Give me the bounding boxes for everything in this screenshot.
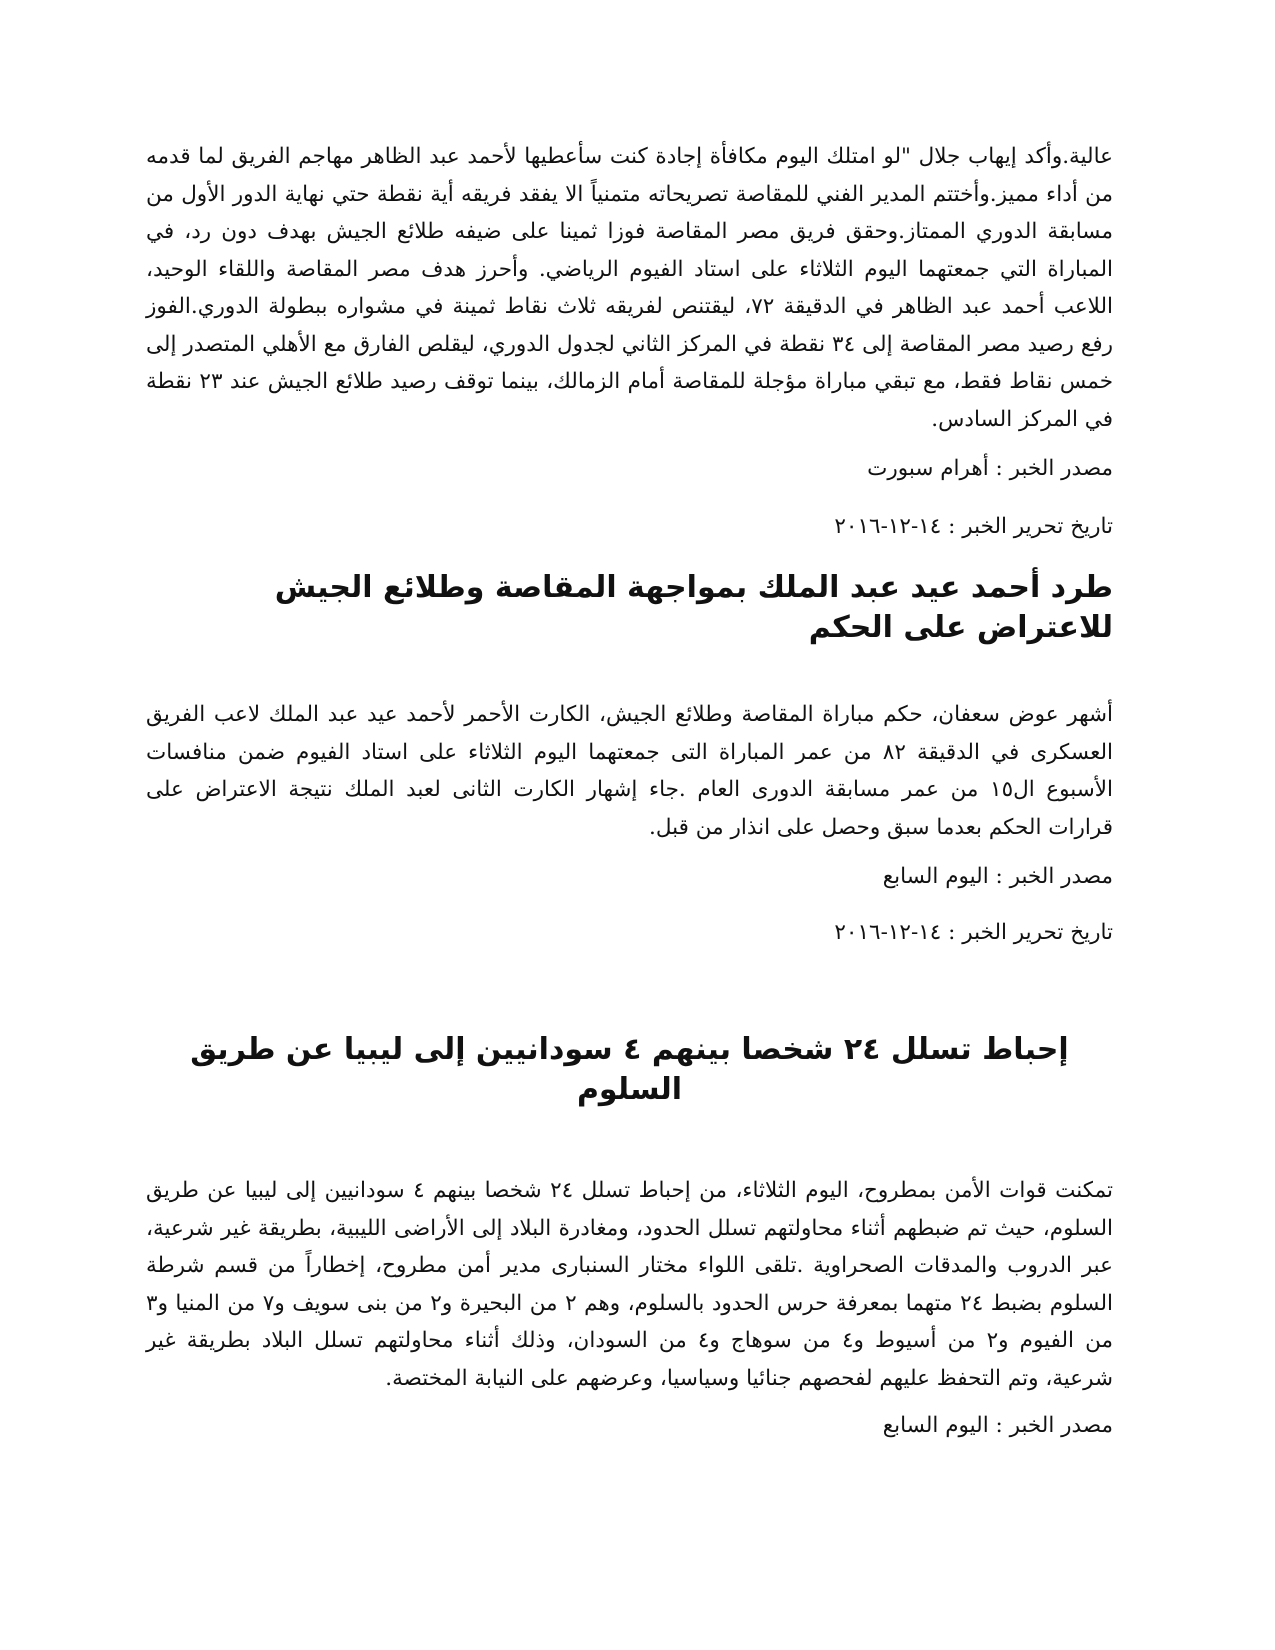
article-1-source: مصدر الخبر : أهرام سبورت [867, 456, 1113, 481]
article-1-date: تاريخ تحرير الخبر : ١٤-١٢-٢٠١٦ [834, 514, 1113, 539]
article-2-body: أشهر عوض سعفان، حكم مباراة المقاصة وطلائع الجيش، الكارت الأحمر لأحمد عيد عبد الملك لاعب الفريق العسكرى في الدقيقة ٨٢ من عمر المباراة التى جمعتهما اليوم الثلاثاء على استاد الفيوم ضمن منافسات الأسبوع ال١٥ من عمر مسابقة الدورى العام .جاء إشهار الكارت الثانى لعبد الملك نتيجة الاعتراض على قرارات الحكم بعدما سبق وحصل على انذار من قبل. [146, 702, 1113, 840]
article-3-source: مصدر الخبر : اليوم السابع [882, 1413, 1113, 1438]
article-3-headline: إحباط تسلل ٢٤ شخصا بينهم ٤ سودانيين إلى ليبيا عن طريق السلوم [190, 1032, 1069, 1107]
article-1-body: عالية.وأكد إيهاب جلال "لو امتلك اليوم مكافأة إجادة كنت سأعطيها لأحمد عبد الظاهر مهاجم الفريق لما قدمه من أداء مميز.وأختتم المدير الفني للمقاصة تصريحاته متمنياً الا يفقد فريقه أية نقطة حتي نهاية الدور الأول من مسابقة الدوري الممتاز.وحقق فريق مصر المقاصة فوزا ثمينا على ضيفه طلائع الجيش بهدف دون رد، في المباراة التي جمعتهما اليوم الثلاثاء على استاد الفيوم الرياضي. وأحرز هدف مصر المقاصة واللقاء الوحيد، اللاعب أحمد عبد الظاهر في الدقيقة ٧٢، ليقتنص لفريقه ثلاث نقاط ثمينة في مشواره ببطولة الدوري.الفوز رفع رصيد مصر المقاصة إلى ٣٤ نقطة في المركز الثاني لجدول الدوري، ليقلص الفارق مع الأهلي المتصدر إلى خمس نقاط فقط، مع تبقي مباراة مؤجلة للمقاصة أمام الزمالك، بينما توقف رصيد طلائع الجيش عند ٢٣ نقطة في المركز السادس. [146, 144, 1113, 432]
article-2-headline: طرد أحمد عيد عبد الملك بمواجهة المقاصة وطلائع الجيش للاعتراض على الحكم [274, 570, 1113, 645]
article-2-source: مصدر الخبر : اليوم السابع [882, 864, 1113, 889]
article-3-body: تمكنت قوات الأمن بمطروح، اليوم الثلاثاء، من إحباط تسلل ٢٤ شخصا بينهم ٤ سودانيين إلى ليبيا عن طريق السلوم، حيث تم ضبطهم أثناء محاولتهم تسلل الحدود، ومغادرة البلاد إلى الأراضى الليبية، بطريقة غير شرعية، عبر الدروب والمدقات الصحراوية .تلقى اللواء مختار السنبارى مدير أمن مطروح، إخطاراً من قسم شرطة السلوم بضبط ٢٤ متهما بمعرفة حرس الحدود بالسلوم، وهم ٢ من البحيرة و٢ من بنى سويف و٧ من المنيا و٣ من الفيوم و٢ من أسيوط و٤ من سوهاج و٤ من السودان، وذلك أثناء محاولتهم تسلل البلاد بطريقة غير شرعية، وتم التحفظ عليهم لفحصهم جنائيا وسياسيا، وعرضهم على النيابة المختصة. [146, 1178, 1113, 1391]
document-page [146, 138, 1113, 1441]
article-2-date: تاريخ تحرير الخبر : ١٤-١٢-٢٠١٦ [834, 920, 1113, 945]
